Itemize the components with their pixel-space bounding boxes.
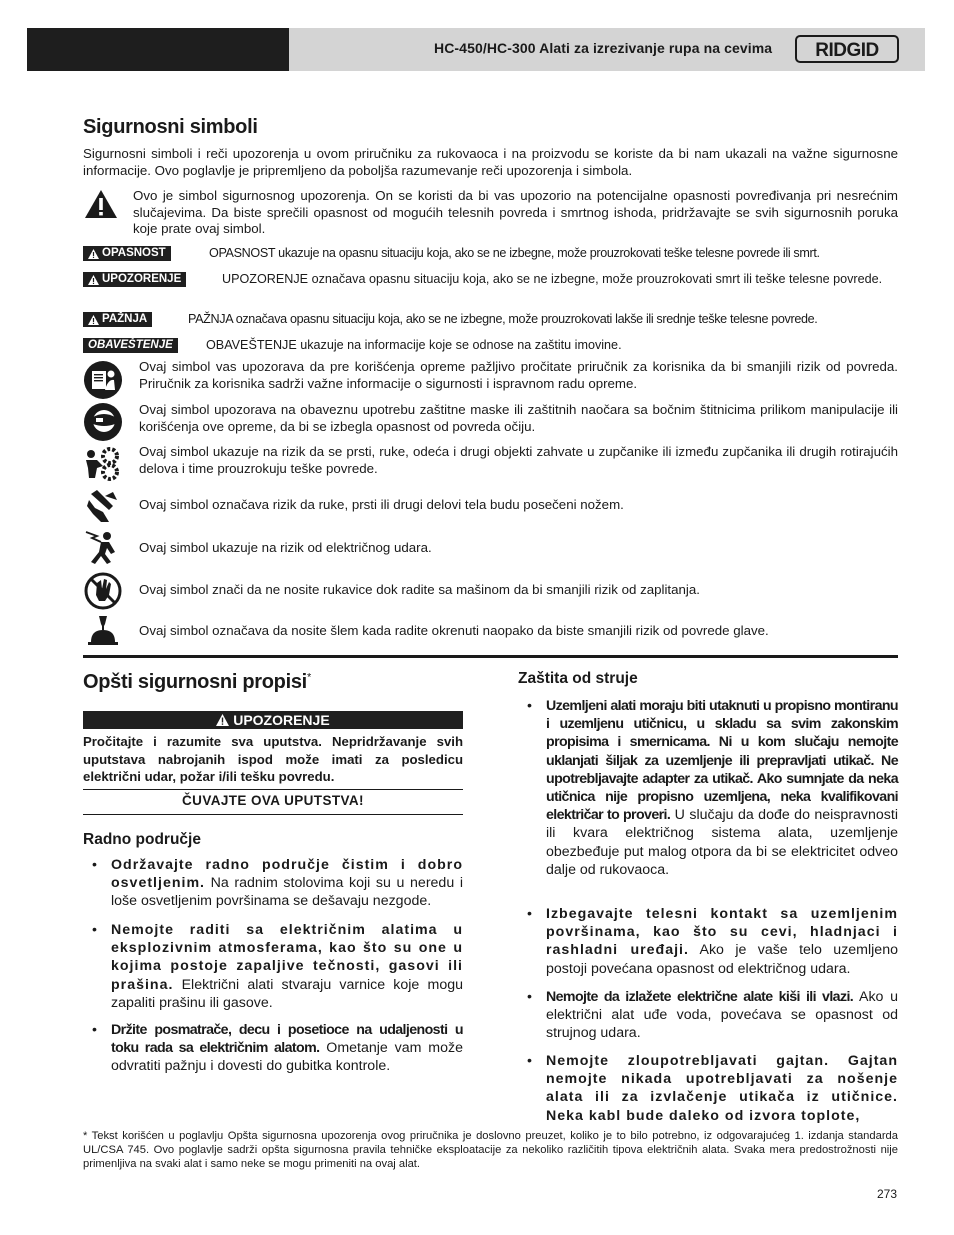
- keep-instructions: ČUVAJTE OVA UPUTSTVA!: [182, 793, 364, 808]
- alert-triangle-icon: [88, 315, 99, 325]
- safety-symbols-heading: Sigurnosni simboli: [83, 116, 258, 138]
- alert-triangle-icon: [216, 714, 229, 726]
- keep-rule-bottom: [83, 814, 463, 815]
- goggles-icon: [83, 402, 123, 442]
- electric-item-1: • Uzemljeni alati moraju biti utaknuti u propisno montiranu i uzemljenu utičnicu, u skladu sa svim zakonskim propisima i smernicama. Ni u kom slučaju nemojte uklanjati šiljak za uzemljenje ili prepravljati utikač. Ne upotrebljavajte adapter za utikač. Ako sumnjate da neka utičnica nije propisno uzemljena, neka kvalifikovani električar to proveri. U slučaju da dođe do neispravnosti ili kvara električnog sistema alata, uzemljenje obezbeđuje put malog otpora da bi se elektricitet odveo dalje od rukovaoca.: [527, 698, 898, 878]
- signal-danger-text: OPASNOST: [102, 247, 166, 259]
- work-area-item-2: • Nemojte raditi sa električnim alatima u eksplozivnim atmosferama, kao što su one u kojima postoje zapaljive tečnosti, gasovi ili prašina. Električni alati stvaraju varnice koje mogu zapaliti prašinu ili gasove.: [92, 922, 463, 1011]
- electric-item-2: • Izbegavajte telesni kontakt sa uzemljenim površinama, kao što su cevi, hladnjaci i rashladni uređaji. Ako je vaše telo uzemljeno postoji povećana opasnost od električnog udara.: [527, 906, 898, 977]
- footnote-mark: *: [306, 671, 311, 684]
- signal-notice-text: OBAVEŠTENJE: [88, 339, 173, 351]
- warning-banner: [83, 711, 463, 729]
- safety-symbols-intro: Sigurnosni simboli i reči upozorenja u ovom priručniku za rukovaoca i na proizvodu se koriste da bi nam ukazali na važne sigurnosne informacije. Ovo poglavlje je pripremljeno da poboljša razumevanje reči upozorenja i simbola.: [83, 146, 898, 178]
- safety-alert-icon: [83, 188, 119, 220]
- electric-shock-icon: [83, 528, 123, 568]
- footnote: * Tekst korišćen u poglavlju Opšta sigurnosna upozorenja ovog priručnika je doslovno preuzet, koliko je to bilo potrebno, iz odgovarajućeg 1. izdanja standarda UL/CSA 745. Ovo poglavlje sadrži opšta sigurnosna pravila tehničke eksploatacije za nekoliko različitih tipova električnih alata. Svaka mera predostrožnosti nije primenljiva na svaki alat i samo neke se mogu primeniti na ovaj alat.: [83, 1130, 898, 1171]
- general-rules-heading: [83, 671, 311, 694]
- work-area-heading: Radno područje: [83, 831, 201, 848]
- cut-hand-icon-text: Ovaj simbol označava rizik da ruke, prsti ili drugi delovi tela budu posečeni nožem.: [139, 497, 624, 512]
- warning-banner-label: UPOZORENJE: [233, 712, 330, 728]
- keep-rule-top: [83, 789, 463, 790]
- ridgid-logo: [795, 35, 899, 63]
- section-divider: [83, 655, 898, 658]
- signal-warning-label: [83, 272, 186, 287]
- alert-triangle-icon: [88, 275, 99, 285]
- signal-caution-text: PAŽNJA: [102, 313, 148, 325]
- no-gloves-icon: [83, 571, 123, 611]
- signal-warning-text: UPOZORENJE: [102, 273, 182, 285]
- no-gloves-icon-text: Ovaj simbol znači da ne nosite rukavice dok radite sa mašinom da bi smanjili rizik od zaplitanja.: [139, 582, 700, 597]
- signal-warning-desc: UPOZORENJE označava opasnu situaciju koja, ako se ne izbegne, može prouzrokovati smrt ili teške telesne povrede.: [222, 272, 883, 286]
- signal-caution-label: [83, 312, 152, 327]
- signal-danger-label: [83, 246, 171, 261]
- page-number: 273: [877, 1187, 898, 1201]
- helmet-icon-text: Ovaj simbol označava da nosite šlem kada radite okrenuti naopako da biste smanjili rizik od povrede glave.: [139, 623, 769, 638]
- header-title: HC-450/HC-300 Alati za izrezivanje rupa na cevima: [434, 40, 773, 56]
- signal-notice-desc: OBAVEŠTENJE ukazuje na informacije koje se odnose na zaštitu imovine.: [206, 338, 622, 352]
- alert-triangle-icon: [88, 249, 99, 259]
- svg-text:RIDGID: RIDGID: [815, 40, 879, 61]
- signal-caution-desc: PAŽNJA označava opasnu situaciju koja, ako se ne izbegne, može prouzrokovati lakše ili srednje teške telesne povrede.: [188, 312, 818, 326]
- gears-hand-icon: [83, 444, 123, 484]
- signal-danger-desc: OPASNOST ukazuje na opasnu situaciju koja, ako se ne izbegne, može prouzrokovati teške telesne povrede ili smrt.: [209, 246, 820, 260]
- cut-hand-icon: [83, 486, 123, 526]
- electric-safety-heading: Zaštita od struje: [518, 670, 638, 687]
- general-rules-heading-text: Opšti sigurnosni propisi: [83, 671, 307, 693]
- goggles-icon-text: Ovaj simbol upozorava na obaveznu upotrebu zaštitne maske ili zaštitnih naočara sa bočnim štitnicima prilikom manipulacije ili korišćenja ove opreme, da bi se izbegla opasnost od povreda očiju.: [139, 402, 898, 434]
- electric-item-4: • Nemojte zloupotrebljavati gajtan. Gajtan nemojte nikada upotrebljavati za nošenje alata ili za izvlačenje utikača iz utičnice. Neka kabl bude daleko od izvora toplote,: [527, 1053, 898, 1124]
- manual-icon: [83, 360, 123, 400]
- header-black-band: [27, 28, 289, 71]
- safety-alert-text: Ovo je simbol sigurnosnog upozorenja. On se koristi da bi vas upozorio na potencijalne opasnosti povređivanja pri nesrećnim slučajevima. Da biste sprečili opasnost od mogućih telesnih povreda i smrtnog ishoda, pridržavajte se svih sigurnosnih poruka koje prate ovaj simbol.: [133, 188, 898, 236]
- manual-icon-text: Ovaj simbol vas upozorava da pre korišćenja opreme pažljivo pročitate priručnik za korisnika da bi smanjili rizik od povreda. Priručnik za korisnika sadrži važne informacije o sigurnosti i ispravnom radu opreme.: [139, 359, 898, 391]
- work-area-item-3: • Držite posmatrače, decu i posetioce na udaljenosti u toku rada sa električnim alatom. Ometanje vam može odvratiti pažnju i dovesti do gubitka kontrole.: [92, 1022, 463, 1075]
- work-area-item-1: • Održavajte radno područje čistim i dobro osvetljenim. Na radnim stolovima koji su u neredu i loše osvetljenim površinama se dešavaju nezgode.: [92, 857, 463, 910]
- gears-hand-icon-text: Ovaj simbol ukazuje na rizik da se prsti, ruke, odeća i drugi objekti zahvate u zupčanike ili između zupčanika ili drugih rotirajućih delova i time prouzrokuju teške povrede.: [139, 444, 898, 476]
- electric-item-3: • Nemojte da izlažete električne alate kiši ili vlazi. Ako u električni alat uđe voda, povećava se opasnost od strujnog udara.: [527, 989, 898, 1042]
- electric-shock-icon-text: Ovaj simbol ukazuje na rizik od električnog udara.: [139, 540, 432, 555]
- warning-text: Pročitajte i razumite sva uputstva. Nepridržavanje svih uputstava nabrojanih ispod može imati za posledicu električni udar, požar i/ili tešku povredu.: [83, 734, 463, 784]
- helmet-icon: [83, 612, 123, 652]
- signal-notice-label: [83, 338, 178, 353]
